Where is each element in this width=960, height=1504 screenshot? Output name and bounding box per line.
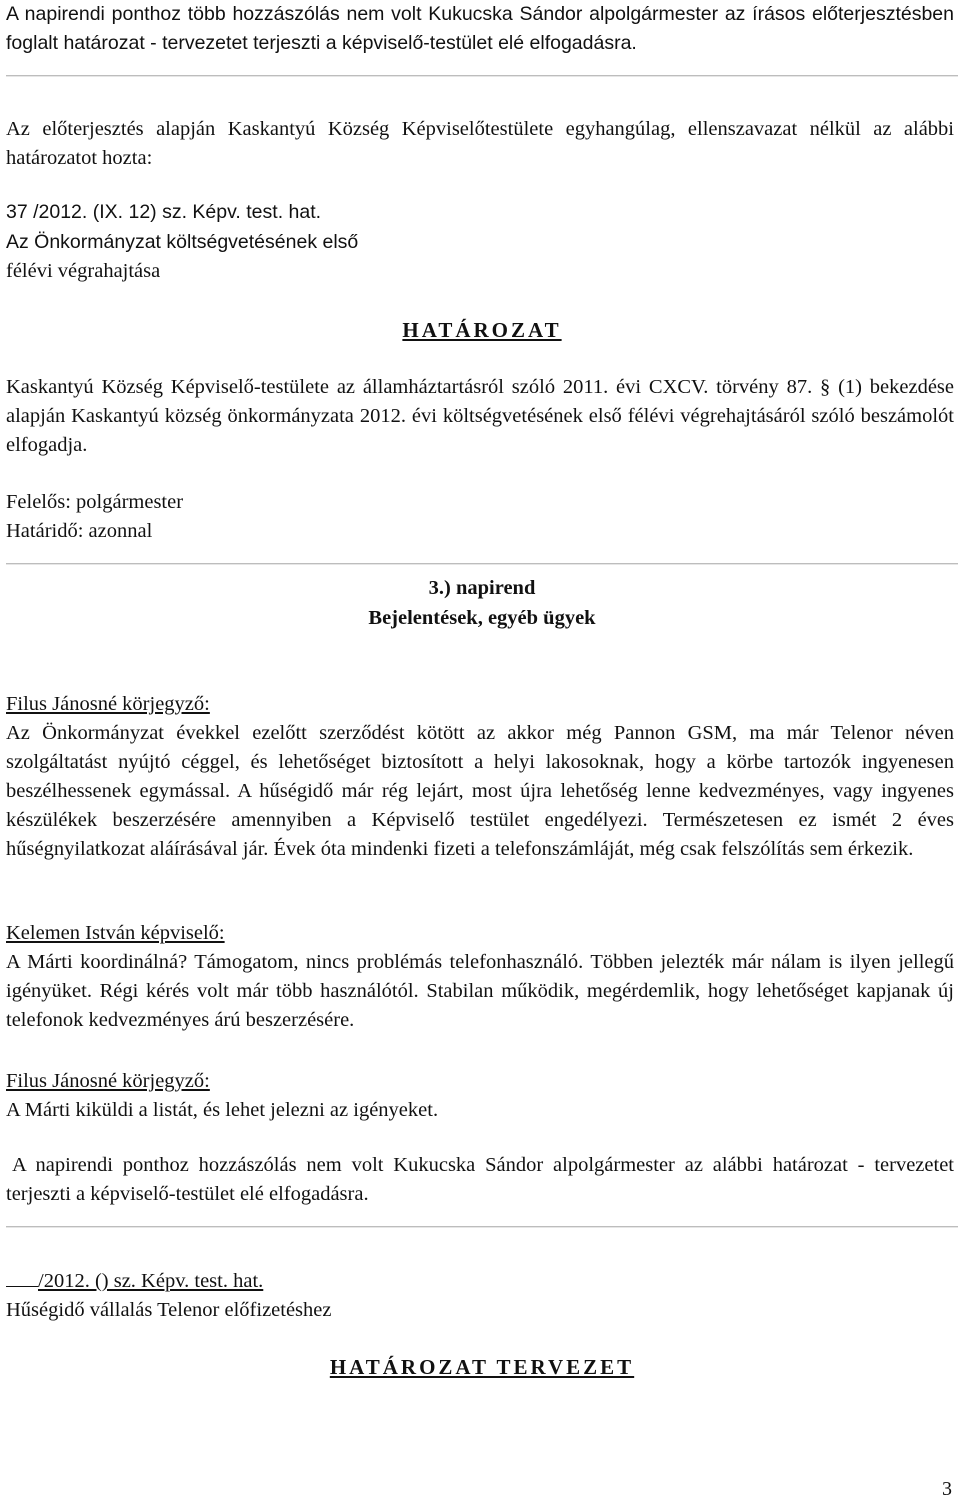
resolution-subject-line2: félévi végrahajtása xyxy=(6,260,161,282)
divider-middle xyxy=(6,563,958,565)
draft-resolution-subject: Hűségidő vállalás Telenor előfizetéshez xyxy=(6,1299,332,1321)
responsible-line: Felelős: polgármester xyxy=(6,491,184,513)
resolution-heading-wrap xyxy=(6,316,958,346)
draft-heading-wrap xyxy=(6,1353,958,1383)
divider-bottom xyxy=(6,1226,958,1228)
draft-resolution-number: /2012. () sz. Képv. test. hat. xyxy=(38,1270,264,1292)
agenda-title: Bejelentések, egyéb ügyek xyxy=(368,607,596,629)
deadline-line: Határidő: azonnal xyxy=(6,520,153,542)
top-paragraph: A napirendi ponthoz több hozzászólás nem volt Kukucska Sándor alpolgármester az írásos előterjesztésben foglalt határozat - tervezetet terjeszti a képviselő-testület elé elfogadásra. xyxy=(6,3,954,54)
resolution-subject-line1: Az Önkormányzat költségvetésének első xyxy=(6,231,359,253)
resolution-heading: HATÁROZAT xyxy=(402,318,562,342)
draft-resolution-number-line xyxy=(6,1267,263,1296)
closing-paragraph: A napirendi ponthoz hozzászólás nem volt Kukucska Sándor alpolgármester az alábbi határozat - tervezetet terjeszti a képviselő-testület elé elfogadásra. xyxy=(6,1154,954,1205)
divider-top xyxy=(6,75,958,77)
speaker-2: Kelemen István képviselő: xyxy=(6,922,225,944)
speaker-1: Filus Jánosné körjegyző: xyxy=(6,693,210,715)
resolution-number: 37 /2012. (IX. 12) sz. Képv. test. hat. xyxy=(6,201,322,223)
page-number: 3 xyxy=(942,1478,952,1500)
speech-2-text: A Márti koordinálná? Támogatom, nincs problémás telefonhasználó. Többen jelezték már nálam is ilyen jellegű igényüket. Régi kérés volt már több használótól. Stabilan működik, megérdemlik, hogy lehetőséget kapjanak új telefonok kedvezményes árú beszerzésére. xyxy=(6,951,954,1031)
speaker-3: Filus Jánosné körjegyző: xyxy=(6,1070,210,1092)
speech-1-text: Az Önkormányzat évekkel ezelőtt szerződést kötött az akkor még Pannon GSM, ma már Telenor néven szolgáltatást nyújtó céggel, és lehetőséget biztosított a helyi lakosoknak, hogy a körbe tartozók ingyenesen beszélhessenek egymással. A hűségidő már rég lejárt, most újra lehetőség lenne kedvezményes, vagy ingyenes készülékek beszerzésére amennyiben a Képviselő testület engedélyezi. Természetesen ez ismét 2 éves hűségnyilatkozat aláírásával jár. Évek óta mindenki fizeti a telefonszámláját, még csak felszólítás sem érkezik. xyxy=(6,722,954,860)
agenda-number: 3.) napirend xyxy=(428,577,536,599)
draft-heading: HATÁROZAT TERVEZET xyxy=(329,1355,635,1379)
speech-3-text: A Márti kiküldi a listát, és lehet jelezni az igényeket. xyxy=(6,1099,439,1121)
number-blank xyxy=(6,1270,38,1287)
intro-paragraph: Az előterjesztés alapján Kaskantyú Község Képviselőtestülete egyhangúlag, ellenszavazat nélkül az alábbi határozatot hozta: xyxy=(6,118,954,169)
resolution-body: Kaskantyú Község Képviselő-testülete az államháztartásról szóló 2011. évi CXCV. törvény 87. § (1) bekezdése alapján Kaskantyú község önkormányzata 2012. évi költségvetésének első félévi végrehajtásáról szóló beszámolót elfogadja. xyxy=(6,376,954,456)
